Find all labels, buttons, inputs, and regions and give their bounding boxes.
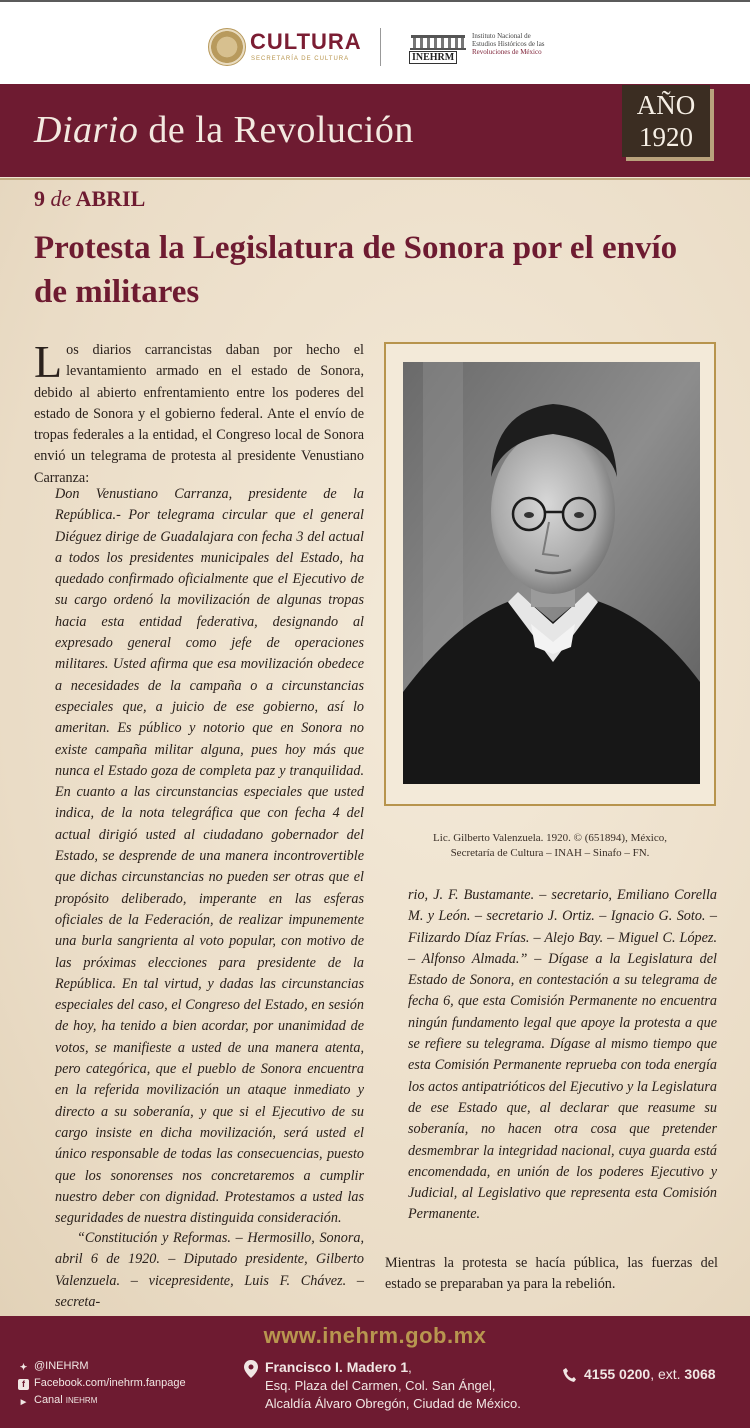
telegram-signature-part2: rio, J. F. Bustamante. – secretario, Emiliano Corella M. y León. – secretario J. Ortiz. – Ignacio G. Soto. – Filizardo Díaz Frías. – Alejo Bay. – Miguel C. López. – Alfonso Almada.” – Dígase a la Legislatura del Estado de Sonora, en contestación a su telegrama de fecha 6, que esta Comisión Permanente no encuentra ningún fundamento legal que apoye la protesta a que se refiere su telegrama. Dígase al mismo tiempo que esta Comisión Permanente reprueba con toda energía los actos antipatrióticos del Ejecutivo y la Legislatura de ese Estado que, al declarar que reasume su soberanía, no hacen otra cosa que pretender desmembrar la integridad nacional, cuya guarda está encomendada, en unión de los poderes Ejecutivo y Judicial, al Legislativo que representa esta Comisión Permanente. [408,887,717,1223]
inehrm-line-1: Instituto Nacional de [472,32,531,40]
telegram-quote: Don Venustiano Carranza, presidente de la República.- Por telegrama circular que el general Diéguez dirige de Guadalajara con fecha 3 del actual a todos los presidentes municipales del Estado, ha quedado confirmado oficialmente que el Ejecutivo de su cargo ordenó la movilización de algunas tropas hacia esta entidad federativa, designando al expresado general como jefe de operaciones militares. Usted afirma que esa movilización obedece a necesidades de la campaña o a circunstancias especiales que, a juicio de ese gobierno, así lo ameritan. Es público y notorio que en Sonora no existe campaña militar alguna, pues hoy más que nunca el Estado goza de completa paz y tranquilidad. En cuanto a las circunstancias especiales que usted indica, de la nota telegráfica que con fecha 4 del actual dirigió usted al ciudadano gobernador del Estado, se desprende de una manera incontrovertible que dichas circunstancias no pueden ser otras que el propósito deliberado, imperante en las esferas oficiales de la Federación, de realizar impunemente una burla sangrienta al voto popular, con motivo de las próximas elecciones para presidente de la República. En tal virtud, y dadas las circunstancias especiales del caso, el Congreso del Estado, en sesión de hoy, ha tenido a bien acordar, por unanimidad de votos, se manifieste a usted de una manera atenta, pero categórica, que el pueblo de Sonora encuentra en la referida movilización un ataque inmediato y directo a su soberanía, y que si el Ejecutivo de su cargo insiste en dicha movilización, será usted el único responsable de todas las consecuencias, puesto que los sonorenses nos concretaremos a cumplir nuestro deber con dignidad. Protestamos a usted las seguridades de nuestra distinguida consideración. [55,486,364,1227]
phone-number [584,1366,716,1382]
photo-caption [390,831,710,861]
portrait-photo [403,362,700,784]
address-line-2: Esq. Plaza del Carmen, Col. San Ángel, [265,1378,496,1393]
caption-line-2: Secretaría de Cultura – INAH – Sinafo – FN. [450,847,650,859]
youtube-icon: ▶ [20,1399,27,1406]
youtube-prefix: Canal [34,1394,66,1406]
year-badge [622,85,710,157]
youtube-channel: INEHRM [65,1396,98,1405]
mexico-seal-icon [208,28,246,66]
year-label: AÑO [636,90,696,120]
inehrm-line-3: Revoluciones de México [472,48,542,56]
phone-icon [563,1368,576,1382]
facebook-link[interactable] [18,1377,186,1390]
cultura-subtitle: SECRETARÍA DE CULTURA [251,56,350,62]
date-month: ABRIL [75,186,146,211]
inehrm-line-2: Estudios Históricos de las [472,40,545,48]
location-pin-icon [244,1360,258,1378]
telegram-signature-part1: “Constitución y Reformas. – Hermosillo, Sonora, abril 6 de 1920. – Diputado presidente, Gilberto Valenzuela. – vicepresidente, Luis F. Chávez. – secreta- [55,1230,364,1310]
twitter-handle: @INEHRM [34,1360,89,1372]
facebook-icon: f [18,1379,29,1390]
logo-bar [0,0,750,84]
address: Francisco I. Madero 1, Esq. Plaza del Carmen, Col. San Ángel, Alcaldía Álvaro Obregón, Ciudad de México. [265,1359,521,1411]
page-title [34,108,414,152]
logo-divider [380,28,381,66]
drop-cap: L [34,336,63,387]
website-link[interactable]: www.inehrm.gob.mx [263,1323,487,1348]
caption-line-1: Lic. Gilberto Valenzuela. 1920. © (651894), México, [433,832,667,844]
address-street: Francisco I. Madero 1 [265,1359,409,1375]
phone-ext-label: , ext. [650,1366,685,1382]
twitter-icon: ✦ [19,1362,28,1372]
title-rest: de la Revolución [138,109,414,151]
phone-main: 4155 0200 [584,1366,651,1382]
phone-ext: 3068 [684,1366,716,1382]
youtube-link[interactable] [18,1394,97,1408]
article-intro [34,336,364,489]
article-date [34,186,145,212]
year-value: 1920 [639,122,693,152]
cultura-logo: CULTURA [250,29,362,54]
facebook-url: Facebook.com/inehrm.fanpage [34,1377,186,1389]
inehrm-wordmark: INEHRM [409,51,457,64]
twitter-link[interactable] [18,1360,89,1373]
article-closing: Mientras la protesta se hacía pública, las fuerzas del estado se preparaban ya para la rebelión. [385,1255,718,1293]
address-line-3: Alcaldía Álvaro Obregón, Ciudad de México. [265,1396,521,1411]
date-de: de [50,186,72,211]
intro-text: os diarios carrancistas daban por hecho el levantamiento armado en el estado de Sonora, debido al abierto enfrentamiento entre los poderes del estado de Sonora y el gobierno federal. Ante el envío de tropas federales a la entidad, el Congreso local de Sonora envió un telegrama de protesta al presidente Venustiano Carranza: [34,342,364,486]
date-day: 9 [34,186,45,211]
article-headline: Protesta la Legislatura de Sonora por el envío de militares [34,230,678,310]
title-italic: Diario [34,109,139,151]
inehrm-name [472,32,545,56]
inehrm-building-icon [410,32,466,50]
